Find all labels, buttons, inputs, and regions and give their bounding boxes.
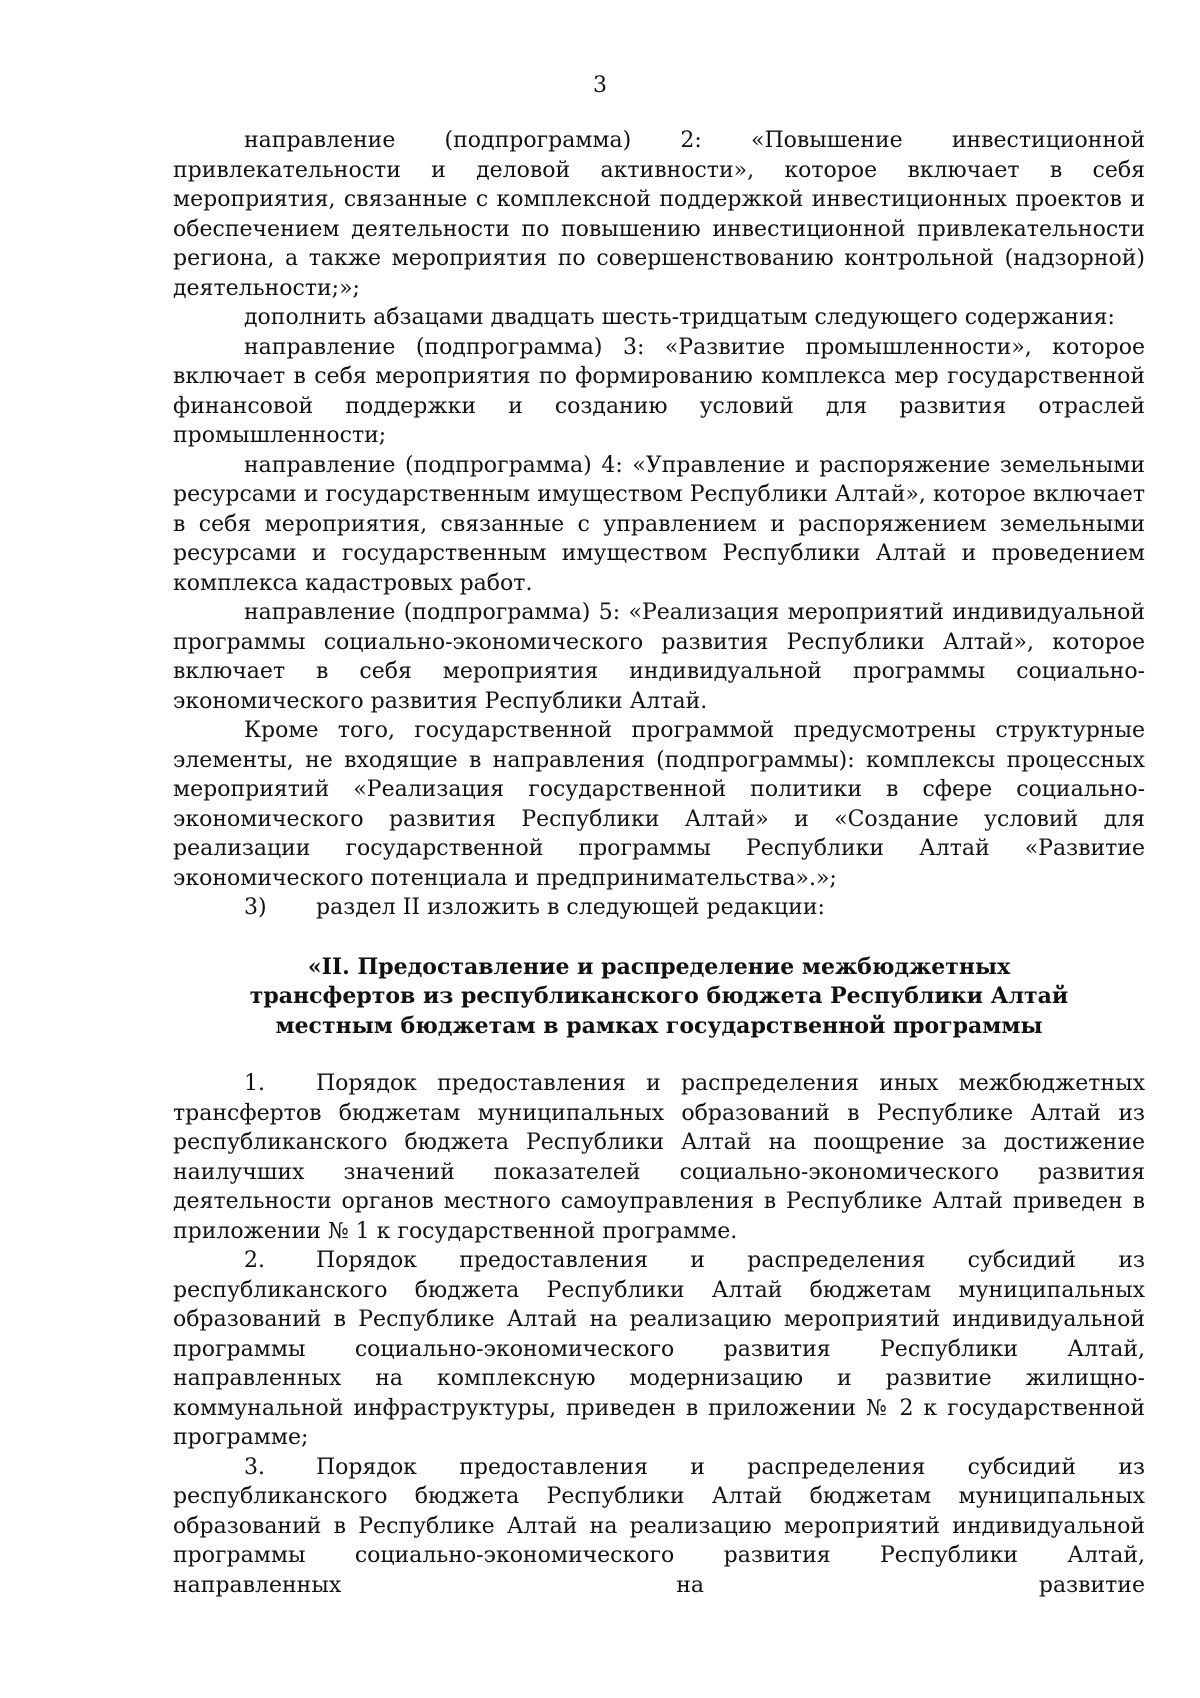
numbered-paragraph-text: Порядок предоставления и распределения субсидий из республиканского бюджета Республики Алтай бюджетам муниципальных образований в Республике Алтай на реализацию мероприятий индивидуальной программы социально-экономического развития Республики Алтай, направленных на развитие [173,1454,1145,1598]
numbered-paragraph-number: 1. [244,1071,265,1096]
section-heading-line-1: «II. Предоставление и распределение межбюджетных [307,953,1011,980]
paragraph-subprogram-4: направление (подпрограмма) 4: «Управление и распоряжение земельными ресурсами и государственным имуществом Республики Алтай», которое включает в себя мероприятия, связанные с управлением и распоряжением земельными ресурсами и государственным имуществом Республики Алтай и проведением комплекса кадастровых работ. [173,452,1145,596]
paragraph-subprogram-5: направление (подпрограмма) 5: «Реализация мероприятий индивидуальной программы социально-экономического развития Республики Алтай», которое включает в себя мероприятия индивидуальной программы социально-экономического развития Республики Алтай. [173,600,1145,714]
item-3-number: 3) [244,895,267,920]
numbered-paragraph-number: 3. [244,1454,265,1480]
section-heading-line-3: местным бюджетам в рамках государственной программы [275,1012,1043,1039]
paragraph-subprogram-3: направление (подпрограмма) 3: «Развитие промышленности», которое включает в себя мероприятия по формированию комплекса мер государственной финансовой поддержки и созданию условий для развития отраслей промышленности; [173,334,1145,448]
document-body [173,126,1145,1600]
numbered-paragraph-number: 2. [244,1248,265,1273]
page-number: 3 [593,73,607,98]
numbered-paragraph-3 [173,1453,1145,1601]
paragraph-structural-elements: Кроме того, государственной программой предусмотрены структурные элементы, не входящие в направления (подпрограммы): комплексы процессных мероприятий «Реализация государственной политики в сфере социально-экономического развития Республики Алтай» и «Создание условий для реализации государственной программы Республики Алтай «Развитие экономического потенциала и предпринимательства».»; [173,718,1145,891]
paragraph-subprogram-2: направление (подпрограмма) 2: «Повышение инвестиционной привлекательности и деловой активности», которое включает в себя мероприятия, связанные с комплексной поддержкой инвестиционных проектов и обеспечением деятельности по повышению инвестиционной привлекательности региона, а также мероприятия по совершенствованию контрольной (надзорной) деятельности;»; [173,128,1145,301]
numbered-paragraph-text: Порядок предоставления и распределения субсидий из республиканского бюджета Республики Алтай бюджетам муниципальных образований в Республике Алтай на реализацию мероприятий индивидуальной программы социально-экономического развития Республики Алтай, направленных на комплексную модернизацию и развитие жилищно-коммунальной инфраструктуры, приведен в приложении № 2 к государственной программе; [173,1248,1145,1450]
numbered-paragraph-2 [173,1246,1145,1453]
item-3-text: раздел II изложить в следующей редакции: [316,895,825,920]
numbered-paragraph-text: Порядок предоставления и распределения иных межбюджетных трансфертов бюджетам муниципальных образований в Республике Алтай из республиканского бюджета Республики Алтай на поощрение за достижение наилучших значений показателей социально-экономического развития деятельности органов местного самоуправления в Республике Алтай приведен в приложении № 1 к государственной программе. [173,1071,1145,1244]
section-heading-line-2: трансфертов из республиканского бюджета Республики Алтай [249,983,1069,1009]
paragraph-supplement-instruction: дополнить абзацами двадцать шесть-тридцатым следующего содержания: [244,305,1115,330]
numbered-paragraph-1 [173,1069,1145,1246]
section-heading [173,953,1145,1042]
item-3-instruction [173,893,1145,923]
